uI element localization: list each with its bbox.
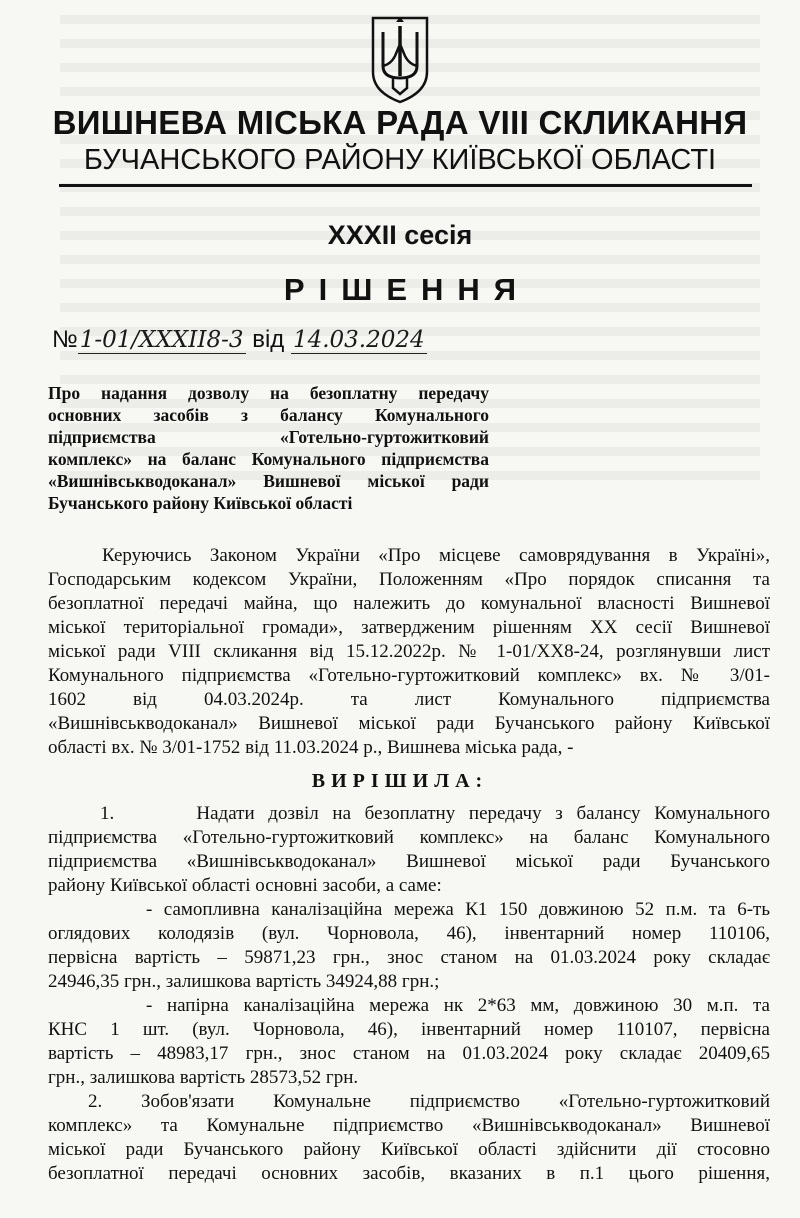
item-1 — [48, 802, 770, 898]
asset-2 — [48, 994, 770, 1090]
subject-line: підприємства «Готельно-гуртожитковий — [48, 427, 489, 447]
item-1-line: підприємства «Вишнівськводоканал» Вишневої міської ради Бучанського — [48, 851, 770, 872]
subject-line: Бучанського району Київської області — [48, 493, 353, 513]
item-2 — [48, 1090, 770, 1186]
asset-1-line: оглядових колодязів (вул. Чорновола, 46), інвентарний номер 110106, — [48, 923, 770, 944]
preamble-line: області вх. № 3/01-1752 від 11.03.2024 р., Вишнева міська рада, - — [48, 737, 574, 758]
asset-2-line: грн., залишкова вартість 28573,52 грн. — [48, 1067, 359, 1088]
subject-line: основних засобів з балансу Комунального — [48, 405, 489, 425]
asset-1-line: - самопливна каналізаційна мережа К1 150 довжиною 52 п.м. та 6-ть — [146, 899, 770, 920]
preamble-line: міської ради VIII скликання від 15.12.2022р. № 1-01/XX8-24, розглянувши лист — [48, 641, 770, 662]
resolved-heading: ВИРІШИЛА: — [311, 770, 489, 792]
document-type: РІШЕННЯ — [283, 272, 531, 307]
asset-2-line: КНС 1 шт. (вул. Чорновола, 46), інвентарний номер 110107, первісна — [48, 1019, 770, 1040]
decision-number-line — [52, 326, 427, 354]
item-1-line: 1. Надати дозвіл на безоплатну передачу з балансу Комунального — [100, 803, 770, 824]
council-title: ВИШНЕВА МІСЬКА РАДА VIII СКЛИКАННЯ — [52, 104, 748, 141]
decision-subject — [48, 382, 489, 514]
preamble-line: «Вишнівськводоканал» Вишневої міської ради Бучанського району Київської — [48, 713, 770, 734]
preamble-line: Комунального підприємства «Готельно-гуртожитковий комплекс» вх. № 3/01- — [48, 665, 770, 686]
subject-line: Про надання дозволу на безоплатну передачу — [48, 383, 489, 403]
preamble-line: Керуючись Законом України «Про місцеве самоврядування в Україні», — [102, 545, 770, 566]
preamble-line: 1602 від 04.03.2024р. та лист Комунального підприємства — [48, 689, 770, 710]
item-2-line: безоплатної передачі основних засобів, вказаних в п.1 цього рішення, — [48, 1163, 770, 1184]
asset-1-line: первісна вартість – 59871,23 грн., знос станом на 01.03.2024 року складає — [48, 947, 770, 968]
asset-2-line: - напірна каналізаційна мережа нк 2*63 мм, довжиною 30 м.п. та — [146, 995, 770, 1016]
number-prefix: № — [52, 326, 78, 353]
item-2-line: 2. Зобов'язати Комунальне підприємство «Готельно-гуртожитковий — [88, 1091, 770, 1112]
decision-number: 1-01/XXXII8-3 — [79, 327, 244, 353]
item-2-line: комплекс» та Комунальне підприємство «Вишнівськводоканал» Вишневої — [48, 1115, 770, 1136]
subject-line: «Вишнівськводоканал» Вишневої міської ради — [48, 471, 489, 491]
asset-1 — [48, 898, 770, 994]
asset-2-line: вартість – 48983,17 грн., знос станом на 01.03.2024 року складає 20409,65 — [48, 1043, 770, 1064]
date-prefix: від — [252, 326, 285, 353]
preamble-line: безоплатної передачі майна, що належить до комунальної власності Вишневої — [48, 593, 770, 614]
preamble-line: Господарським кодексом України, Положенням «Про порядок списання та — [48, 569, 770, 590]
header-divider — [59, 184, 752, 187]
asset-1-line: 24946,35 грн., залишкова вартість 34924,88 грн.; — [48, 971, 440, 992]
session-title: XXXII сесія — [327, 220, 473, 250]
trident-coat-of-arms-icon — [369, 14, 431, 106]
preamble-line: міської територіальної громади», затвердженим рішенням XX сесії Вишневої — [48, 617, 770, 638]
district-title: БУЧАНСЬКОГО РАЙОНУ КИЇВСЬКОЇ ОБЛАСТІ — [83, 144, 717, 176]
item-1-line: району Київської області основні засоби, а саме: — [48, 875, 442, 896]
item-2-line: міської ради Бучанського району Київської області здійснити дії стосовно — [48, 1139, 770, 1160]
subject-line: комплекс» на баланс Комунального підприємства — [48, 449, 489, 469]
decision-date: 14.03.2024 — [292, 327, 425, 353]
item-1-line: підприємства «Готельно-гуртожитковий комплекс» на баланс Комунального — [48, 827, 770, 848]
preamble-paragraph — [48, 544, 770, 760]
